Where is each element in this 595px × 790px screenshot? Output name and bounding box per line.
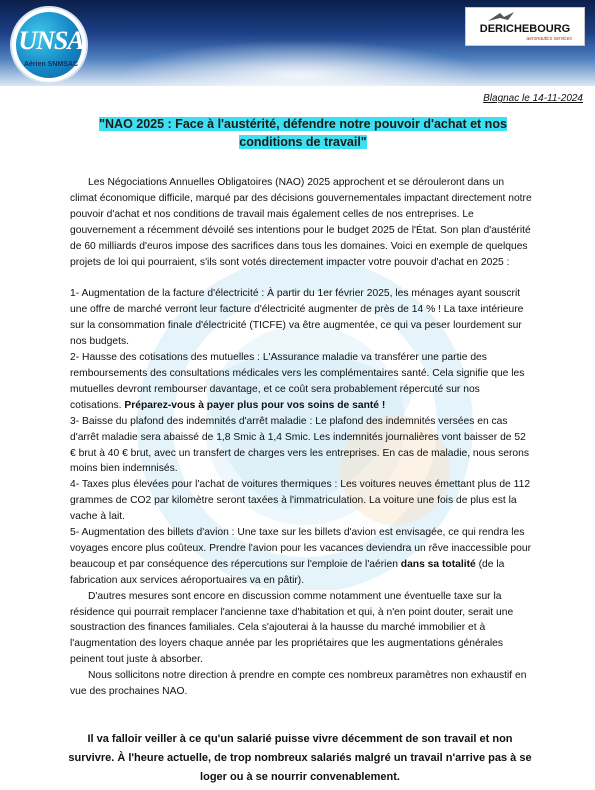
item-5-bold: dans sa totalité [397,558,476,570]
item-5-text: 5- Augmentation des billets d'avion : Une taxe sur les billets d'avion est envisagée, ce qui rendra les voyages encore plus coûteux. Prendre l'avion pour les vacances deviendra un rêve inaccessible pour beaucoup et par conséquence des répercutions sur l'emploie de l'aérien [70,527,532,570]
list-item [70,286,532,350]
list-item [70,525,532,589]
banner-glow [120,40,480,86]
logo-subtitle: Aérien SNMSAC [23,61,79,68]
date-line: Blagnac le 14-11-2024 [483,93,583,104]
bird-icon [486,11,516,23]
list-item [70,414,532,478]
paragraph-gap [70,270,532,286]
list-item [70,350,532,414]
logo-text: UNSA [18,26,84,55]
item-3-text: 3- Baisse du plafond des indemnités d'arrêt maladie : Le plafond des indemnités versées en cas d'arrêt maladie sera abaissé de 1,8 Smic à 1,4 Smic. Les indemnités journalières vont baisser de 52 € brut à 40 € brut, avec un transfert de charges vers les entreprises. En cas de maladie, nous serons moins bien indemnisés. [70,415,530,475]
request-paragraph: Nous sollicitons notre direction à prendre en compte ces nombreux paramètres non exhaustif en vue des prochaines NAO. [70,670,527,698]
brand-name: DERICHEBOURG [479,23,571,35]
list-item [70,477,532,525]
item-5-tail: (de la fabrication aux services aéroportuaires va en pâtir). [70,558,505,586]
title-text: "NAO 2025 : Face à l'austérité, défendre notre pouvoir d'achat et nos conditions de travail" [99,117,507,149]
other-measures-paragraph: D'autres mesures sont encore en discussion comme notamment une éventuelle taxe sur la résidence qui pourrait remplacer l'ancienne taxe d'habitation et qui, à n'en point douter, serait une soustraction des finances familiales. Cela s'ajouterai à la hausse du marché immobilier et à l'augmentation des loyers chaque année par les propriétaires que les augmentations générales peinent tout juste à absorber. [70,590,514,666]
item-2-text: 2- Hausse des cotisations des mutuelles : L'Assurance maladie va transférer une partie des remboursements des consultations médicales vers les complémentaires santé. Cela signifie que les mutuelles devront rembourser davantage, et ce coût sera probablement répercuté sur nos cotisations. [70,352,525,411]
unsa-logo [10,6,88,84]
intro-paragraph: Les Négociations Annuelles Obligatoires (NAO) 2025 approchent et se dérouleront dans un climat économique difficile, marqué par des décisions gouvernementales impactant directement notre pouvoir d'achat et nos conditions de travail mais également celles de nos entreprises. Le gouvernement a récemment dévoilé ses intentions pour le budget 2025 de l'État. Son plan d'austérité de 60 milliards d'euros impose des sacrifices dans tous les domaines. Voici en exemple de quelques projets de loi qui pourraient, s'ils sont votés directement impacter votre pouvoir d'achat en 2025 : [70,177,532,268]
brand-tagline: aeronautics services [526,36,572,42]
document-body [70,175,532,700]
derichebourg-logo [465,7,585,46]
closing-statement: Il va falloir veiller à ce qu'un salarié puisse vivre décemment de son travail et non survivre. À l'heure actuelle, de trop nombreux salariés malgré un travail n'arrive pas à se loger ou à se nourrir convenablement. [68,733,532,783]
header-banner [0,0,595,86]
logo-ring [16,12,82,78]
item-1-text: 1- Augmentation de la facture d'électricité : À partir du 1er février 2025, les ménages ayant souscrit une offre de marché verront leur facture d'électricité augmenter de près de 14 % ! La taxe intérieure sur la consommation finale d'électricité (TICFE) va être augmentée, ce qui va peser lourdement sur nos budgets. [70,288,524,348]
item-2-bold: Préparez-vous à payer plus pour vos soins de santé ! [121,399,386,411]
item-4-text: 4- Taxes plus élevées pour l'achat de voitures thermiques : Les voitures neuves émettant plus de 112 grammes de CO2 par kilomètre seront taxées à l'immatriculation. La voiture une fois de plus est la vache à lait. [70,479,531,523]
document-title [96,115,510,151]
